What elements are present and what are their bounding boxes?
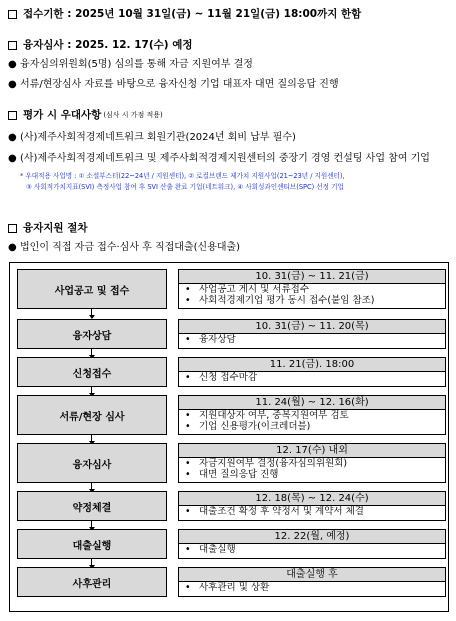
step-name: 대출실행 <box>17 529 167 559</box>
list-item: • 지원대상자 여부, 중복지원여부 검토 <box>185 410 349 421</box>
list-item: • 융자상담 <box>185 334 236 345</box>
bullet-icon: ● <box>8 153 17 164</box>
procedure-table <box>9 262 449 612</box>
step-date: 12. 22(월, 예정) <box>179 530 445 544</box>
step-detail <box>178 529 446 559</box>
bullet-icon: • <box>185 372 191 383</box>
step-detail <box>178 443 446 483</box>
step-detail <box>178 395 446 435</box>
list-item: ● 융자심의위원회(5명) 심의를 통해 자금 지원여부 결정 <box>8 59 253 70</box>
list-item: • 대출조건 확정 후 약정서 및 계약서 체결 <box>185 506 364 517</box>
step-date: 12. 18(목) ~ 12. 24(수) <box>179 492 445 506</box>
bullet-icon: • <box>185 295 191 306</box>
checkbox-icon <box>8 111 17 120</box>
step-date: 10. 31(금) ~ 11. 21(금) <box>179 270 445 284</box>
step-detail <box>178 269 446 309</box>
step-name: 융자심사 <box>17 443 167 483</box>
deadline-section <box>8 7 450 21</box>
preference-title: 평가 시 우대사항 <box>23 109 102 121</box>
deadline-text: 접수기한 : 2025년 10월 31일(금) ~ 11월 21일(금) 18:00까지 한함 <box>23 8 362 20</box>
step-date: 10. 31(금) ~ 11. 20(목) <box>179 320 445 334</box>
bullet-icon: • <box>185 582 191 593</box>
list-item: • 사회적경제기업 평가 동시 접수(붙임 참조) <box>185 295 375 306</box>
list-item: • 대면 질의응답 진행 <box>185 469 279 480</box>
bullet-icon: • <box>185 334 191 345</box>
review-section <box>8 38 450 92</box>
step-name: 신청접수 <box>17 357 167 387</box>
step-name: 사업공고 및 접수 <box>17 269 167 309</box>
procedure-title: 융자지원 절차 <box>23 222 88 234</box>
bullet-icon: ● <box>8 242 17 253</box>
review-title: 융자심사 : 2025. 12. 17(수) 예정 <box>23 39 193 51</box>
bullet-icon: • <box>185 544 191 555</box>
bullet-icon: • <box>185 469 191 480</box>
list-item: • 자금지원여부 결정(융자심의위원회) <box>185 458 348 469</box>
step-detail <box>178 319 446 349</box>
bullet-icon: • <box>185 284 191 295</box>
step-name: 약정체결 <box>17 491 167 521</box>
list-item: • 신청 접수마감 <box>185 372 258 383</box>
step-name: 융자상담 <box>17 319 167 349</box>
checkbox-icon <box>8 224 17 233</box>
list-item: ● 법인이 직접 자금 접수·심사 후 직접대출(신용대출) <box>8 242 241 253</box>
step-name: 사후관리 <box>17 567 167 597</box>
bullet-icon: ● <box>8 59 17 70</box>
list-item: • 사업공고 게시 및 서류접수 <box>185 284 310 295</box>
step-detail <box>178 357 446 387</box>
checkbox-icon <box>8 10 17 19</box>
procedure-section <box>8 221 450 255</box>
preference-title-note: (심사 시 가점 적용) <box>103 111 163 119</box>
list-item: ● (사)제주사회적경제네트워크 회원기관(2024년 회비 납부 필수) <box>8 132 296 143</box>
checkbox-icon <box>8 41 17 50</box>
list-item: • 기업 신용평가(이크레더블) <box>185 421 311 432</box>
step-detail <box>178 491 446 521</box>
step-date: 대출실행 후 <box>179 568 445 582</box>
bullet-icon: ● <box>8 132 17 143</box>
step-date: 12. 17(수) 내외 <box>179 444 445 458</box>
step-date: 11. 21(금). 18:00 <box>179 358 445 372</box>
preference-note-1: * 우대적용 사업명 : ① 소셜부스터(22~24년 / 지원센터), ② 로컬브랜드 제가치 지원사업(21~23년 / 지원센터), <box>20 172 345 180</box>
list-item: ● 서류/현장심사 자료를 바탕으로 융자신청 기업 대표자 대면 질의응답 진행 <box>8 79 339 90</box>
step-detail <box>178 567 446 597</box>
bullet-icon: • <box>185 421 191 432</box>
step-name: 서류/현장 심사 <box>17 395 167 435</box>
list-item: • 사후관리 및 상환 <box>185 582 270 593</box>
preference-note-2: ③ 사회적가치지표(SVI) 측정사업 참여 후 SVI 산출 완료 기업(네트워크), ④ 사회성과인센티브(SPC) 선정 기업 <box>26 183 344 191</box>
bullet-icon: • <box>185 506 191 517</box>
list-item: ● (사)제주사회적경제네트워크 및 제주사회적경제지원센터의 중장기 경영 컨설팅 사업 참여 기업 <box>8 150 450 168</box>
bullet-icon: • <box>185 410 191 421</box>
bullet-icon: • <box>185 458 191 469</box>
preference-section <box>8 108 450 193</box>
bullet-icon: ● <box>8 79 17 90</box>
step-date: 11. 24(월) ~ 12. 16(화) <box>179 396 445 410</box>
list-item: • 대출실행 <box>185 544 236 555</box>
